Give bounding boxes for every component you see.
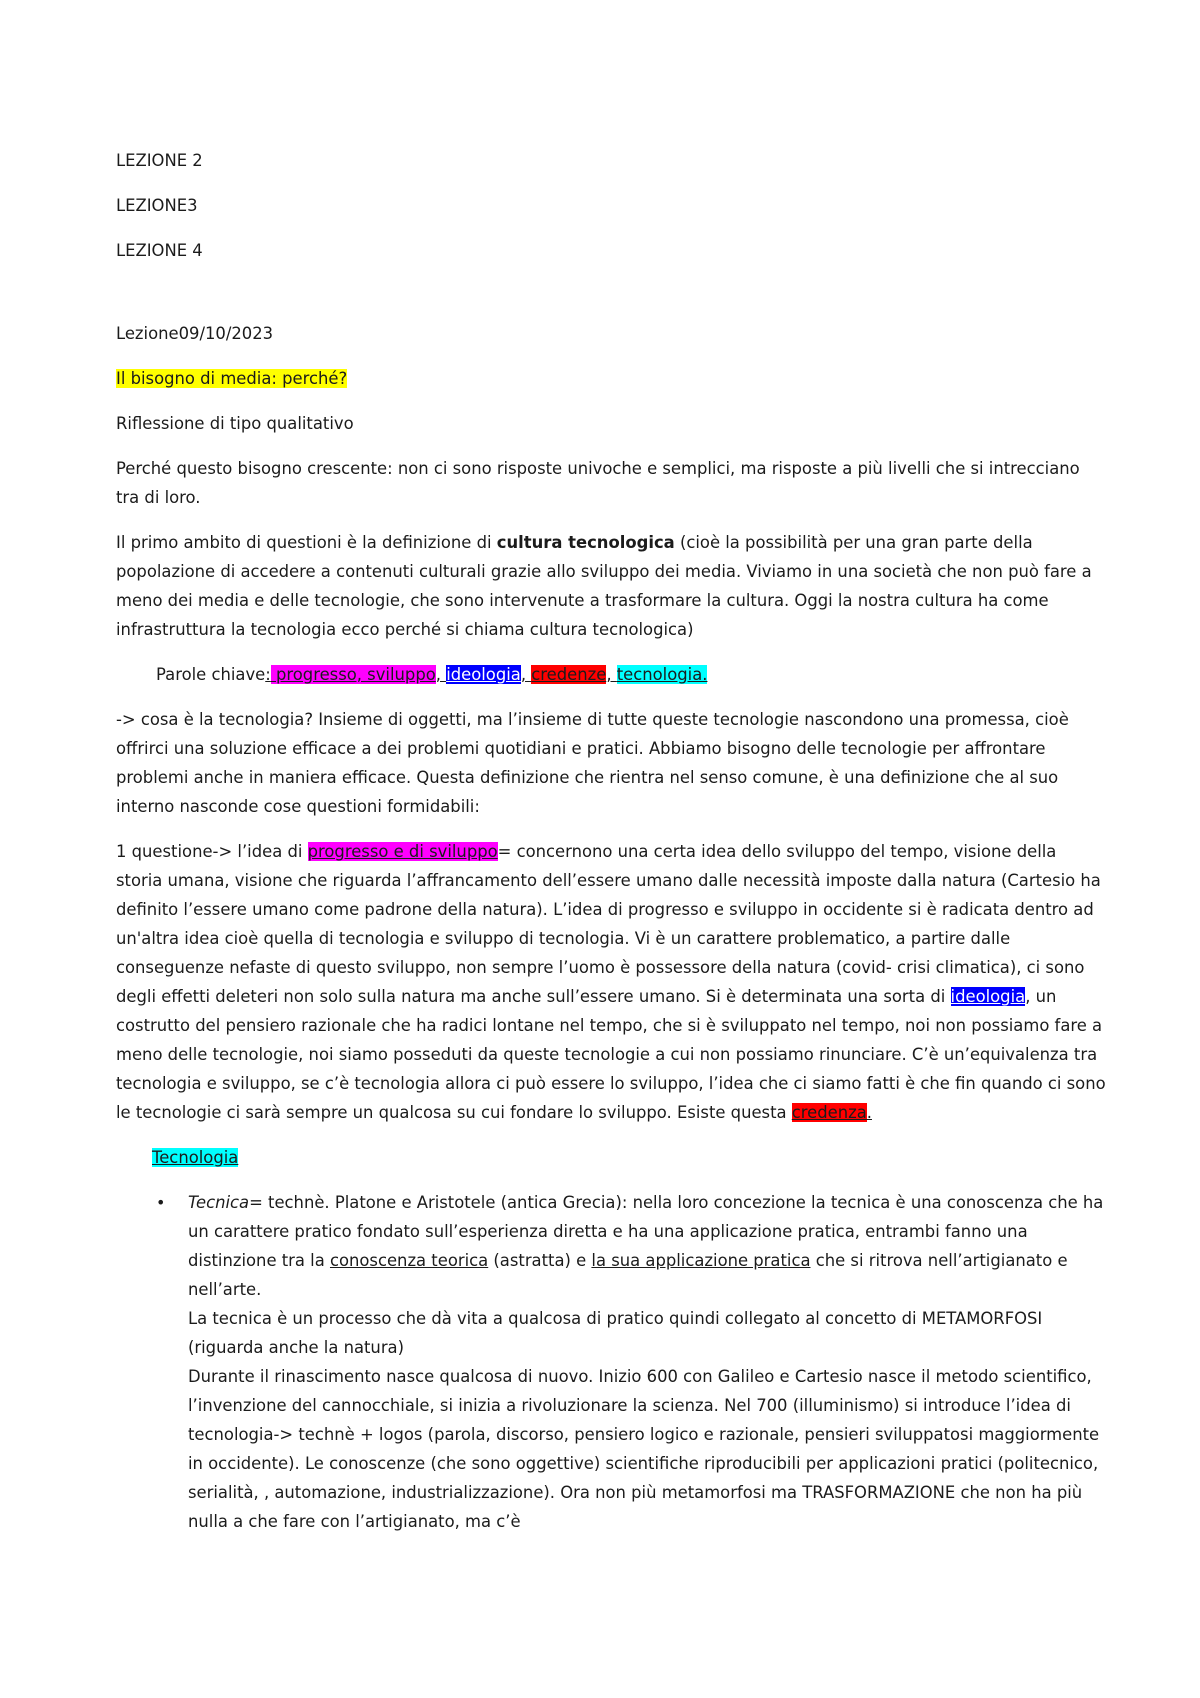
bullet-marker: • [156, 1193, 166, 1212]
keywords-line [116, 660, 1106, 689]
keyword-separator: , [520, 665, 532, 684]
highlight-credenza: credenza [791, 1103, 867, 1122]
section-question [116, 364, 1106, 393]
lesson-date: Lezione09/10/2023 [116, 324, 274, 343]
paragraph-2-text-b: (cioè la possibilità per una gran parte della popolazione di accedere a contenuti culturali grazie allo sviluppo dei media. Viviamo in una società che non può fare a meno dei media e delle tecnologie, che sono intervenute a trasformare la cultura. Oggi la nostra cultura ha come infrastruttura la tecnologia ecco perché si chiama cultura tecnologica) [116, 533, 1092, 639]
keyword-separator: , [606, 665, 617, 684]
bullet-text-c: che si ritrova nell’artigianato e nell’arte. [188, 1251, 1068, 1299]
bullet-paragraph-2: La tecnica è un processo che dà vita a qualcosa di pratico quindi collegato al concetto di METAMORFOSI (riguarda anche la natura) [188, 1309, 1043, 1357]
keyword-credenze: credenze [531, 665, 607, 684]
document-body [116, 146, 1106, 1536]
bullet-text-b: (astratta) e [488, 1251, 592, 1270]
highlighted-question: Il bisogno di media: perché? [116, 369, 348, 388]
underlined-applicazione-pratica: la sua applicazione pratica [591, 1251, 811, 1270]
lesson-header-2: LEZIONE 2 [116, 151, 203, 170]
lesson-header-3: LEZIONE3 [116, 196, 198, 215]
keyword-tecnologia: tecnologia. [616, 665, 708, 684]
bullet-list [116, 1188, 1106, 1536]
keyword-ideologia: ideologia [446, 665, 521, 684]
bullet-paragraph-1 [188, 1188, 1106, 1304]
paragraph-4-text-b: = concernono una certa idea dello sviluppo del tempo, visione della storia umana, visione che riguarda l’affrancamento dell’essere umano dalle necessità imposte dalla natura (Cartesio ha definito l’essere umano come padrone della natura). L’idea di progresso e sviluppo in occidente si è radicata dentro ad un'altra idea cioè quella di tecnologia e sviluppo di tecnologia. Vi è un carattere problematico, a partire dalle conseguenze nefaste di questo sviluppo, non sempre l’uomo è possessore della natura (covid- crisi climatica), ci sono degli effetti deleteri non solo sulla natura ma anche sull’essere umano. Si è determinata una sorta di [116, 842, 1101, 1006]
paragraph-2-text-a: Il primo ambito di questioni è la definizione di [116, 533, 497, 552]
keywords-label: Parole chiave [156, 665, 266, 684]
lesson-header-4: LEZIONE 4 [116, 241, 203, 260]
section-title-tecnologia [116, 1143, 1106, 1172]
paragraph-3: -> cosa è la tecnologia? Insieme di oggetti, ma l’insieme di tutte queste tecnologie nascondono una promessa, cioè offrirci una soluzione efficace a dei problemi quotidiani e pratici. Abbiamo bisogno delle tecnologie per affrontare problemi anche in maniera efficace. Questa definizione che rientra nel senso comune, è una definizione che al suo interno nasconde cose questioni formidabili: [116, 710, 1069, 816]
italic-term-tecnica: Tecnica [188, 1193, 250, 1212]
highlight-ideologia: ideologia [950, 987, 1026, 1006]
bullet-paragraph-3: Durante il rinascimento nasce qualcosa di nuovo. Inizio 600 con Galileo e Cartesio nasce il metodo scientifico, l’invenzione del cannocchiale, si inizia a rivoluzionare la scienza. Nel 700 (illuminismo) si introduce l’idea di tecnologia-> technè + logos (parola, discorso, pensiero logico e razionale, pensieri sviluppatosi maggiormente in occidente). Le conoscenze (che sono oggettive) scientifiche riproducibili per applicazioni pratici (politecnico, serialità, , automazione, industrializzazione). Ora non più metamorfosi ma TRASFORMAZIONE che non ha più nulla a che fare con l’artigianato, ma c’è [188, 1367, 1100, 1531]
keyword-progresso: progresso, sviluppo [270, 665, 436, 684]
paragraph-4-text-c: , un costrutto del pensiero razionale che ha radici lontane nel tempo, che si è sviluppato nel tempo, noi non possiamo fare a meno delle tecnologie, noi siamo posseduti da queste tecnologie a cui non possiamo rinunciare. C’è un’equivalenza tra tecnologia e sviluppo, se c’è tecnologia allora ci può essere lo sviluppo, l’idea che ci siamo fatti è che fin quando ci sono le tecnologie ci sarà sempre un qualcosa su cui fondare lo sviluppo. Esiste questa [116, 987, 1106, 1122]
underlined-conoscenza-teorica: conoscenza teorica [329, 1251, 489, 1270]
paragraph-4-text-a: 1 questione-> l’idea di [116, 842, 308, 861]
bullet-text-a: = technè. Platone e Aristotele (antica Grecia): nella loro concezione la tecnica è una conoscenza che ha un carattere pratico fondato sull’esperienza diretta e ha una applicazione pratica, entrambi fanno una distinzione tra la [188, 1193, 1104, 1270]
section-title-text: Tecnologia [152, 1148, 239, 1167]
list-item [116, 1188, 1106, 1536]
keyword-separator: , [435, 665, 447, 684]
highlight-progresso-sviluppo: progresso e di sviluppo [307, 842, 498, 861]
paragraph-4 [116, 837, 1106, 1127]
paragraph-4-text-d: . [866, 1103, 872, 1122]
paragraph-1: Perché questo bisogno crescente: non ci sono risposte univoche e semplici, ma risposte a più livelli che si intrecciano tra di loro. [116, 459, 1080, 507]
paragraph-2 [116, 528, 1106, 644]
subtitle: Riflessione di tipo qualitativo [116, 414, 354, 433]
keywords-colon: : [265, 665, 271, 684]
bold-term-cultura-tecnologica: cultura tecnologica [496, 533, 675, 552]
